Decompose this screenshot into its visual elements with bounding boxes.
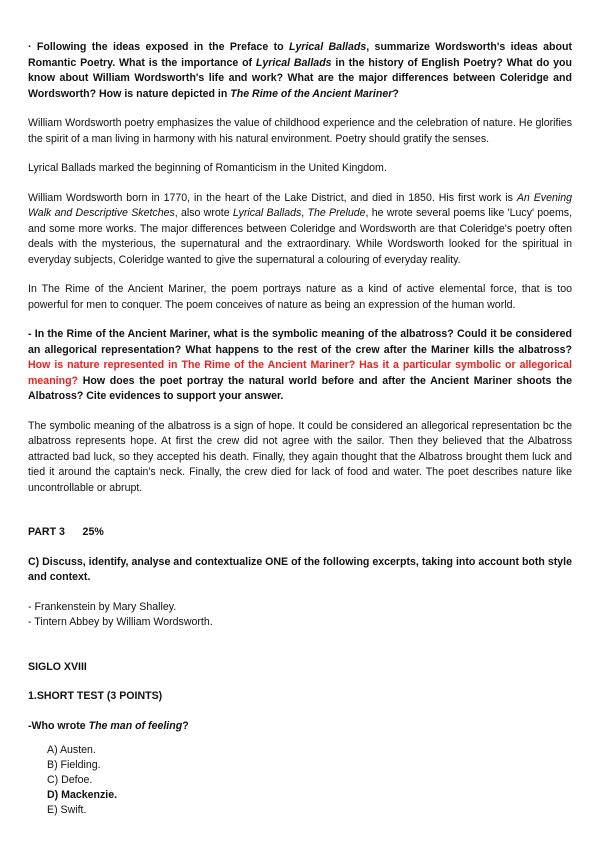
option-item: A) Austen.	[47, 744, 96, 756]
question-albatross: - In the Rime of the Ancient Mariner, what is the symbolic meaning of the albatross? Could it be considered an allegorical representation? What happens to the rest of the crew after the Mariner kills the albatross? How is nature represented in The Rime of the Ancient Mariner? Has it a particular symbolic or allegorical meaning? How does the poet portray the natural world before and after the Ancient Mariner shoots the Albatross? Cite evidences to support your answer.	[28, 328, 572, 402]
siglo-heading: SIGLO XVIII	[28, 660, 87, 673]
part3-heading: PART 3 25%	[28, 526, 104, 538]
short-test-question: -Who wrote The man of feeling?	[28, 719, 189, 732]
part3-instruction: C) Discuss, identify, analyse and contextualize ONE of the following excerpts, taking into account both style and context.	[28, 555, 572, 583]
document-page	[28, 40, 572, 818]
option-item-selected: D) Mackenzie.	[47, 789, 118, 801]
option-item: C) Defoe.	[47, 774, 93, 786]
short-test-heading: 1.SHORT TEST (3 POINTS)	[28, 690, 163, 702]
answer-lyrical-ballads: Lyrical Ballads marked the beginning of Romanticism in the United Kingdom.	[28, 162, 387, 174]
answer-albatross: The symbolic meaning of the albatross is a sign of hope. It could be considered an allegorical representation bc the albatross represents hope. At first the crew did not agree with the sailor. Then they believed that the Albatross attracted bad luck, so they accepted his death. Finally, they again thought that the Albatross brought them luck and tied it around the captain's neck. Finally, the crew died for lack of food and water. The poet describes nature like uncontrollable or abrupt.	[28, 419, 572, 494]
option-item: E) Swift.	[47, 804, 87, 816]
answer-nature: In The Rime of the Ancient Mariner, the poem portrays nature as a kind of active elemental force, that is too powerful for men to conquer. The poem conceives of nature as being an expression of the human world.	[28, 283, 572, 311]
answer-life-and-work: William Wordsworth born in 1770, in the heart of the Lake District, and died in 1850. His first work is An Evening Walk and Descriptive Sketches, also wrote Lyrical Ballads, The Prelude, he wrote several poems like 'Lucy' poems, and some more works. The major differences between Coleridge and Wordsworth are that Coleridge's poetry often deals with the mysterious, the supernatural and the extraordinary. While Wordsworth looked for the spiritual in everyday subjects, Coleridge wanted to give the supernatural a colouring of everyday reality.	[28, 191, 573, 266]
answer-options	[28, 743, 572, 818]
option-item: B) Fielding.	[47, 759, 101, 771]
question-red-highlight: How is nature represented in The Rime of the Ancient Mariner? Has it a particular symbolic or allegorical meaning?	[28, 359, 572, 387]
excerpt-item: - Tintern Abbey by William Wordsworth.	[28, 616, 213, 628]
excerpt-item: - Frankenstein by Mary Shalley.	[28, 600, 177, 613]
question-wordsworth: · Following the ideas exposed in the Preface to Lyrical Ballads, summarize Wordsworth's ideas about Romantic Poetry. What is the importance of Lyrical Ballads in the history of English Poetry? What do you know about William Wordsworth's life and work? What are the major differences between Coleridge and Wordsworth? How is nature depicted in The Rime of the Ancient Mariner?	[28, 41, 572, 100]
answer-romantic-poetry: William Wordsworth poetry emphasizes the value of childhood experience and the celebration of nature. He glorifies the spirit of a man living in harmony with his natural environment. Poetry should gratify the senses.	[28, 117, 572, 145]
